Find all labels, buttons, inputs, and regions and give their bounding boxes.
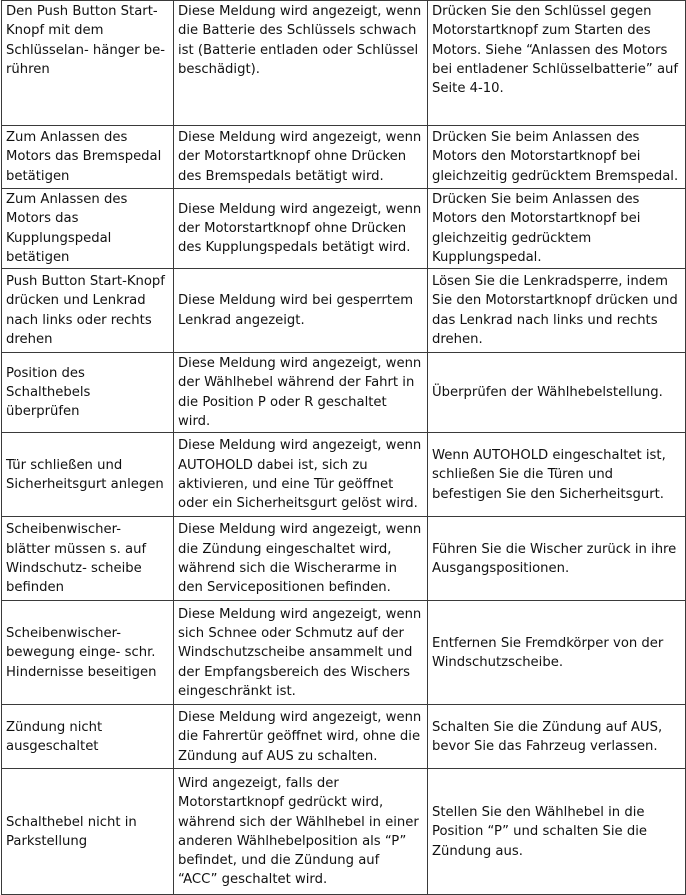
condition-cell: Diese Meldung wird angezeigt, wenn der Wählhebel während der Fahrt in die Position P oder R geschaltet wird. <box>174 353 428 433</box>
condition-cell: Diese Meldung wird angezeigt, wenn die Zündung eingeschaltet wird, während sich die Wischerarme in den Servicepositionen befinden. <box>174 517 428 601</box>
action-cell: Überprüfen der Wählhebelstellung. <box>428 353 686 433</box>
action-cell: Führen Sie die Wischer zurück in ihre Ausgangspositionen. <box>428 517 686 601</box>
action-cell: Wenn AUTOHOLD eingeschaltet ist, schließen Sie die Türen und befestigen Sie den Sicherheitsgurt. <box>428 433 686 517</box>
action-cell: Schalten Sie die Zündung auf AUS, bevor Sie das Fahrzeug verlassen. <box>428 705 686 769</box>
table-row <box>2 517 686 601</box>
condition-cell: Diese Meldung wird angezeigt, wenn die Fahrertür geöffnet wird, ohne die Zündung auf AUS zu schalten. <box>174 705 428 769</box>
message-cell: Schalthebel nicht in Parkstellung <box>2 769 174 895</box>
action-cell: Lösen Sie die Lenkradsperre, indem Sie den Motorstartknopf drücken und das Lenkrad nach links und rechts drehen. <box>428 269 686 353</box>
message-cell: Zündung nicht ausgeschaltet <box>2 705 174 769</box>
message-cell: Position des Schalthebels überprüfen <box>2 353 174 433</box>
message-cell: Scheibenwischer- bewegung einge- schr. Hindernisse beseitigen <box>2 601 174 705</box>
condition-cell: Diese Meldung wird angezeigt, wenn der Motorstartknopf ohne Drücken des Bremspedals betätigt wird. <box>174 126 428 189</box>
table-row <box>2 705 686 769</box>
condition-cell: Wird angezeigt, falls der Motorstartknopf gedrückt wird, während sich der Wählhebel in einer anderen Wählhebelposition als “P” befindet, und die Zündung auf “ACC” geschaltet wird. <box>174 769 428 895</box>
message-cell: Tür schließen und Sicherheitsgurt anlegen <box>2 433 174 517</box>
action-cell: Drücken Sie den Schlüssel gegen Motorstartknopf zum Starten des Motors. Siehe “Anlassen des Motors bei entladener Schlüsselbatterie” auf Seite 4-10. <box>428 1 686 126</box>
condition-cell: Diese Meldung wird angezeigt, wenn AUTOHOLD dabei ist, sich zu aktivieren, und eine Tür geöffnet oder ein Sicherheitsgurt gelöst wird. <box>174 433 428 517</box>
message-cell: Den Push Button Start-Knopf mit dem Schlüsselan- hänger be- rühren <box>2 1 174 126</box>
condition-cell: Diese Meldung wird angezeigt, wenn die Batterie des Schlüssels schwach ist (Batterie entladen oder Schlüssel beschädigt). <box>174 1 428 126</box>
table-row <box>2 433 686 517</box>
table-row <box>2 601 686 705</box>
table-row <box>2 1 686 126</box>
condition-cell: Diese Meldung wird angezeigt, wenn sich Schnee oder Schmutz auf der Windschutzscheibe ansammelt und der Empfangsbereich des Wischers eingeschränkt ist. <box>174 601 428 705</box>
message-cell: Push Button Start-Knopf drücken und Lenkrad nach links oder rechts drehen <box>2 269 174 353</box>
action-cell: Entfernen Sie Fremdkörper von der Windschutzscheibe. <box>428 601 686 705</box>
table-row <box>2 769 686 895</box>
action-cell: Drücken Sie beim Anlassen des Motors den Motorstartknopf bei gleichzeitig gedrücktem Kupplungspedal. <box>428 189 686 269</box>
message-table <box>1 0 686 895</box>
table-row <box>2 353 686 433</box>
action-cell: Drücken Sie beim Anlassen des Motors den Motorstartknopf bei gleichzeitig gedrücktem Bremspedal. <box>428 126 686 189</box>
message-cell: Zum Anlassen des Motors das Kupplungspedal betätigen <box>2 189 174 269</box>
table-row <box>2 189 686 269</box>
message-cell: Zum Anlassen des Motors das Bremspedal betätigen <box>2 126 174 189</box>
table-row <box>2 126 686 189</box>
action-cell: Stellen Sie den Wählhebel in die Position “P” und schalten Sie die Zündung aus. <box>428 769 686 895</box>
table-row <box>2 269 686 353</box>
condition-cell: Diese Meldung wird angezeigt, wenn der Motorstartknopf ohne Drücken des Kupplungspedals betätigt wird. <box>174 189 428 269</box>
condition-cell: Diese Meldung wird bei gesperrtem Lenkrad angezeigt. <box>174 269 428 353</box>
message-cell: Scheibenwischer- blätter müssen s. auf Windschutz- scheibe befinden <box>2 517 174 601</box>
